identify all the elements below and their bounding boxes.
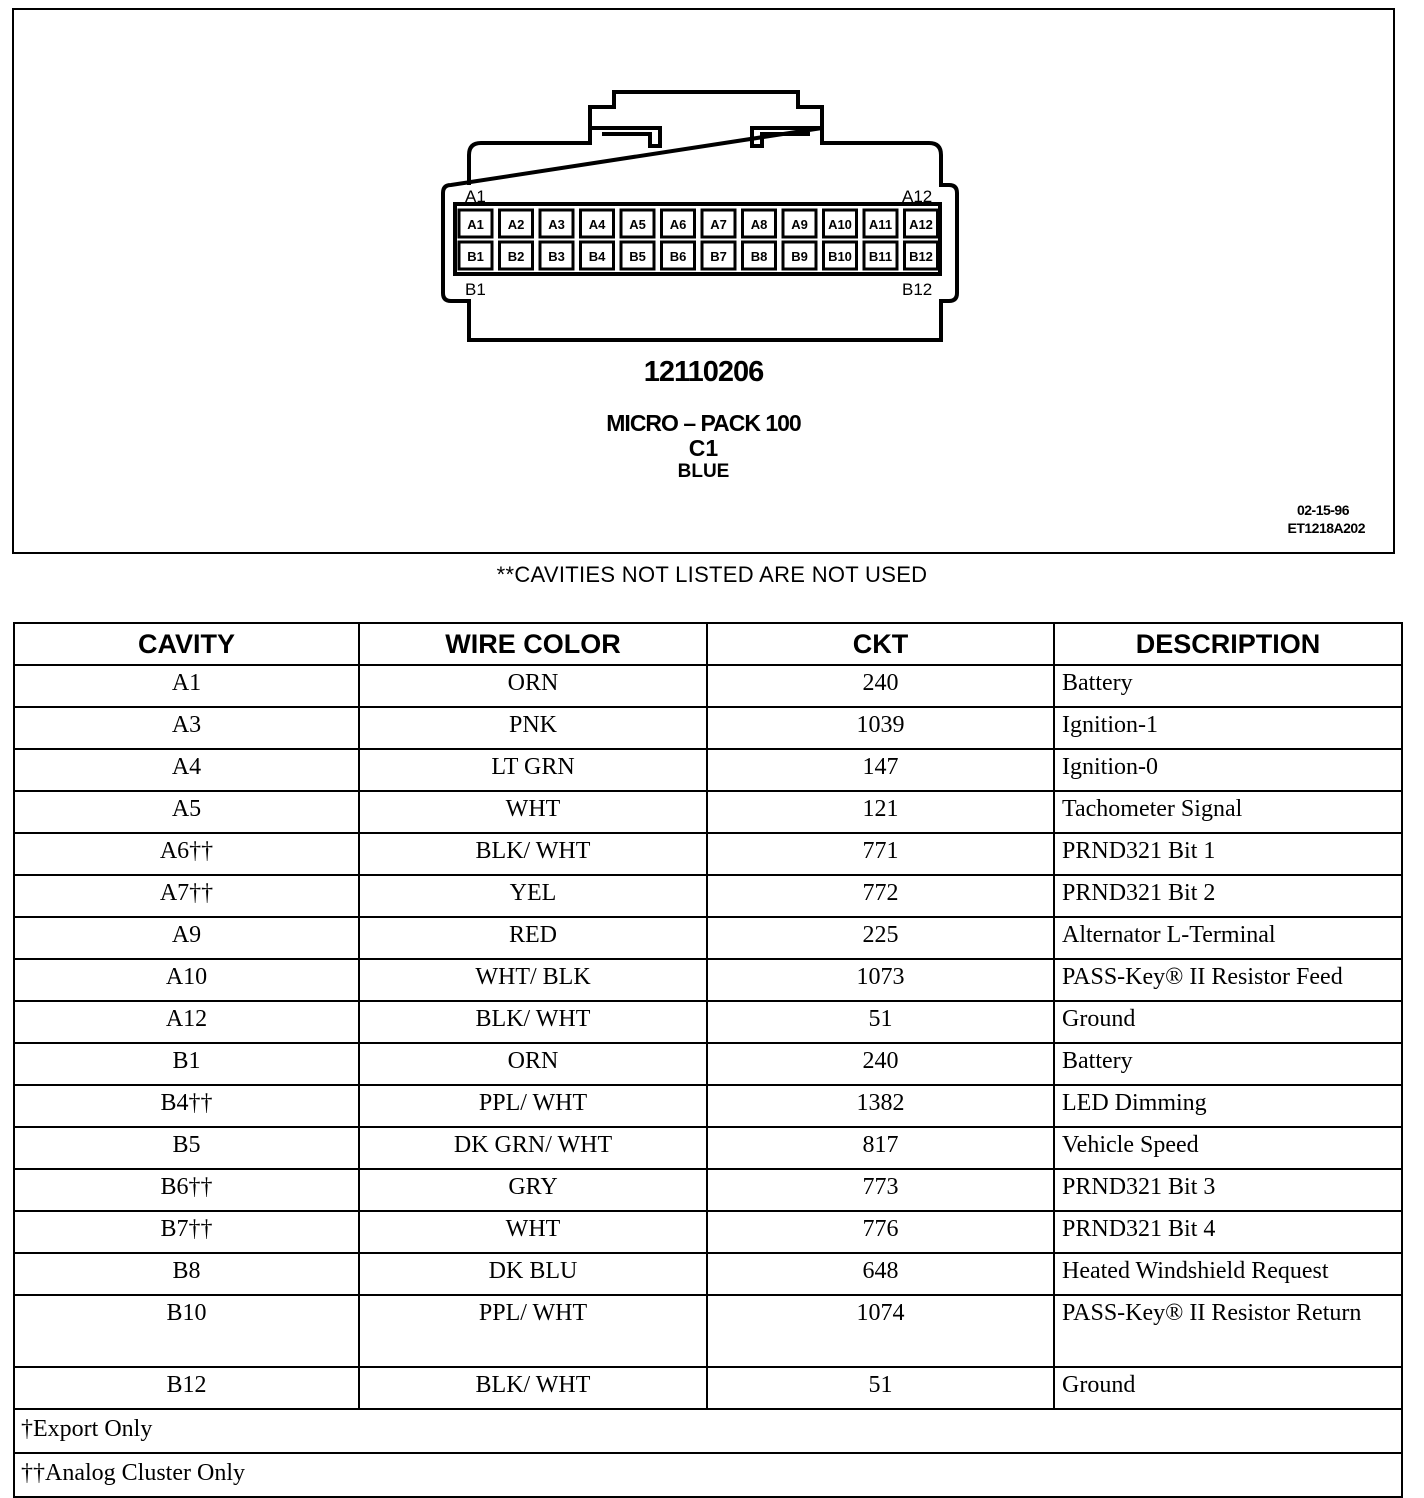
ckt-cell: 773 <box>707 1169 1054 1211</box>
pin-label: B1 <box>467 249 484 264</box>
table-row <box>14 749 1402 791</box>
table-row <box>14 1295 1402 1367</box>
header-cavity: CAVITY <box>14 623 359 665</box>
wire-color-cell: ORN <box>359 665 707 707</box>
part-number: 12110206 <box>643 356 764 388</box>
description-cell: Ignition-0 <box>1054 749 1402 791</box>
table-row <box>14 1043 1402 1085</box>
cavity-cell: A7†† <box>14 875 359 917</box>
description-cell: Alternator L-Terminal <box>1054 917 1402 959</box>
wire-color-cell: ORN <box>359 1043 707 1085</box>
cavity-cell: A6†† <box>14 833 359 875</box>
footnote-row <box>14 1453 1402 1497</box>
cavity-cell: B4†† <box>14 1085 359 1127</box>
wire-color-cell: DK GRN/ WHT <box>359 1127 707 1169</box>
connector-left-ear <box>590 128 660 146</box>
connector-diagram <box>12 8 1395 554</box>
cavity-cell: A12 <box>14 1001 359 1043</box>
description-cell: PASS-Key® II Resistor Return <box>1054 1295 1402 1367</box>
description-cell: PRND321 Bit 1 <box>1054 833 1402 875</box>
table-row <box>14 1253 1402 1295</box>
ckt-cell: 1073 <box>707 959 1054 1001</box>
cavity-cell: B12 <box>14 1367 359 1409</box>
table-row <box>14 1367 1402 1409</box>
pin-label: B6 <box>669 249 687 264</box>
drawing-date: 02-15-96 <box>1296 502 1349 518</box>
connector-latch <box>590 92 822 128</box>
ckt-cell: 147 <box>707 749 1054 791</box>
header-description: DESCRIPTION <box>1054 623 1402 665</box>
cavity-cell: B1 <box>14 1043 359 1085</box>
header-wire-color: WIRE COLOR <box>359 623 707 665</box>
connector-name: MICRO – PACK 100 <box>606 410 801 436</box>
description-cell: Battery <box>1054 665 1402 707</box>
cavity-cell: B8 <box>14 1253 359 1295</box>
wire-color-cell: PNK <box>359 707 707 749</box>
description-cell: Battery <box>1054 1043 1402 1085</box>
table-row <box>14 1001 1402 1043</box>
table-row <box>14 1085 1402 1127</box>
table-body <box>14 665 1402 1409</box>
description-cell: PRND321 Bit 2 <box>1054 875 1402 917</box>
wire-color-cell: BLK/ WHT <box>359 1001 707 1043</box>
ckt-cell: 1382 <box>707 1085 1054 1127</box>
wire-color-cell: PPL/ WHT <box>359 1085 707 1127</box>
ckt-cell: 240 <box>707 1043 1054 1085</box>
wire-color-cell: BLK/ WHT <box>359 1367 707 1409</box>
pin-label: A10 <box>828 217 852 232</box>
table-header-row <box>14 623 1402 665</box>
cavity-cell: B10 <box>14 1295 359 1367</box>
description-cell: PRND321 Bit 3 <box>1054 1169 1402 1211</box>
pin-label: B10 <box>828 249 852 264</box>
corner-label-a12: A12 <box>902 187 933 206</box>
connector-id: C1 <box>688 435 719 461</box>
ckt-cell: 776 <box>707 1211 1054 1253</box>
pin-label: B9 <box>791 249 808 264</box>
description-cell: Ground <box>1054 1001 1402 1043</box>
ckt-cell: 817 <box>707 1127 1054 1169</box>
description-cell: LED Dimming <box>1054 1085 1402 1127</box>
footnote-analog: ††Analog Cluster Only <box>14 1453 1402 1497</box>
table-row <box>14 875 1402 917</box>
cavity-cell: A3 <box>14 707 359 749</box>
pin-label: A6 <box>669 217 687 232</box>
wire-color-cell: BLK/ WHT <box>359 833 707 875</box>
ckt-cell: 121 <box>707 791 1054 833</box>
pin-label: A1 <box>467 217 484 232</box>
wire-color-cell: WHT <box>359 791 707 833</box>
table-row <box>14 1127 1402 1169</box>
pin-label: B2 <box>507 249 525 264</box>
wire-color-cell: DK BLU <box>359 1253 707 1295</box>
pin-label: A9 <box>791 217 808 232</box>
ckt-cell: 771 <box>707 833 1054 875</box>
cavity-cell: B7†† <box>14 1211 359 1253</box>
table-row <box>14 959 1402 1001</box>
description-cell: Ground <box>1054 1367 1402 1409</box>
ckt-cell: 1074 <box>707 1295 1054 1367</box>
pin-label: A12 <box>909 217 933 232</box>
wire-color-cell: PPL/ WHT <box>359 1295 707 1367</box>
ckt-cell: 1039 <box>707 707 1054 749</box>
wire-color-cell: LT GRN <box>359 749 707 791</box>
corner-label-a1: A1 <box>465 187 486 206</box>
ckt-cell: 648 <box>707 1253 1054 1295</box>
wire-color-cell: GRY <box>359 1169 707 1211</box>
wire-color-cell: WHT <box>359 1211 707 1253</box>
cavity-cell: A10 <box>14 959 359 1001</box>
description-cell: PASS-Key® II Resistor Feed <box>1054 959 1402 1001</box>
corner-label-b12: B12 <box>902 280 933 299</box>
pin-label: B7 <box>710 249 727 264</box>
footnote-row <box>14 1409 1402 1453</box>
table-row <box>14 833 1402 875</box>
pin-label: B11 <box>868 249 893 264</box>
pin-label: B12 <box>909 249 933 264</box>
footnote-export: †Export Only <box>14 1409 1402 1453</box>
pin-label: B5 <box>629 249 646 264</box>
description-cell: Vehicle Speed <box>1054 1127 1402 1169</box>
table-row <box>14 665 1402 707</box>
wire-color-cell: WHT/ BLK <box>359 959 707 1001</box>
description-cell: Ignition-1 <box>1054 707 1402 749</box>
ckt-cell: 225 <box>707 917 1054 959</box>
ckt-cell: 240 <box>707 665 1054 707</box>
pin-label: A4 <box>588 217 606 232</box>
ckt-cell: 51 <box>707 1001 1054 1043</box>
connector-color: BLUE <box>677 461 730 482</box>
cavity-cell: A5 <box>14 791 359 833</box>
wire-color-cell: RED <box>359 917 707 959</box>
drawing-code: ET1218A202 <box>1287 520 1365 536</box>
cavity-table <box>13 622 1403 1498</box>
cavity-cell: A9 <box>14 917 359 959</box>
description-cell: Heated Windshield Request <box>1054 1253 1402 1295</box>
cavity-cell: B6†† <box>14 1169 359 1211</box>
pin-label: A11 <box>868 217 893 232</box>
table-row <box>14 1169 1402 1211</box>
pin-label: A3 <box>548 217 565 232</box>
cavity-cell: B5 <box>14 1127 359 1169</box>
cavity-cell: A1 <box>14 665 359 707</box>
pin-label: A7 <box>710 217 727 232</box>
pin-grid <box>459 210 938 269</box>
table-row <box>14 1211 1402 1253</box>
pin-label: B8 <box>750 249 768 264</box>
description-cell: PRND321 Bit 4 <box>1054 1211 1402 1253</box>
pin-label: A2 <box>507 217 525 232</box>
ckt-cell: 772 <box>707 875 1054 917</box>
unused-cavities-note: **CAVITIES NOT LISTED ARE NOT USED <box>496 562 928 587</box>
wire-color-cell: YEL <box>359 875 707 917</box>
pin-label: B4 <box>588 249 606 264</box>
table-row <box>14 791 1402 833</box>
table-row <box>14 707 1402 749</box>
ckt-cell: 51 <box>707 1367 1054 1409</box>
cavity-cell: A4 <box>14 749 359 791</box>
pin-label: B3 <box>548 249 565 264</box>
pin-label: A8 <box>750 217 768 232</box>
description-cell: Tachometer Signal <box>1054 791 1402 833</box>
header-ckt: CKT <box>707 623 1054 665</box>
pin-label: A5 <box>629 217 646 232</box>
table-row <box>14 917 1402 959</box>
corner-label-b1: B1 <box>465 280 486 299</box>
